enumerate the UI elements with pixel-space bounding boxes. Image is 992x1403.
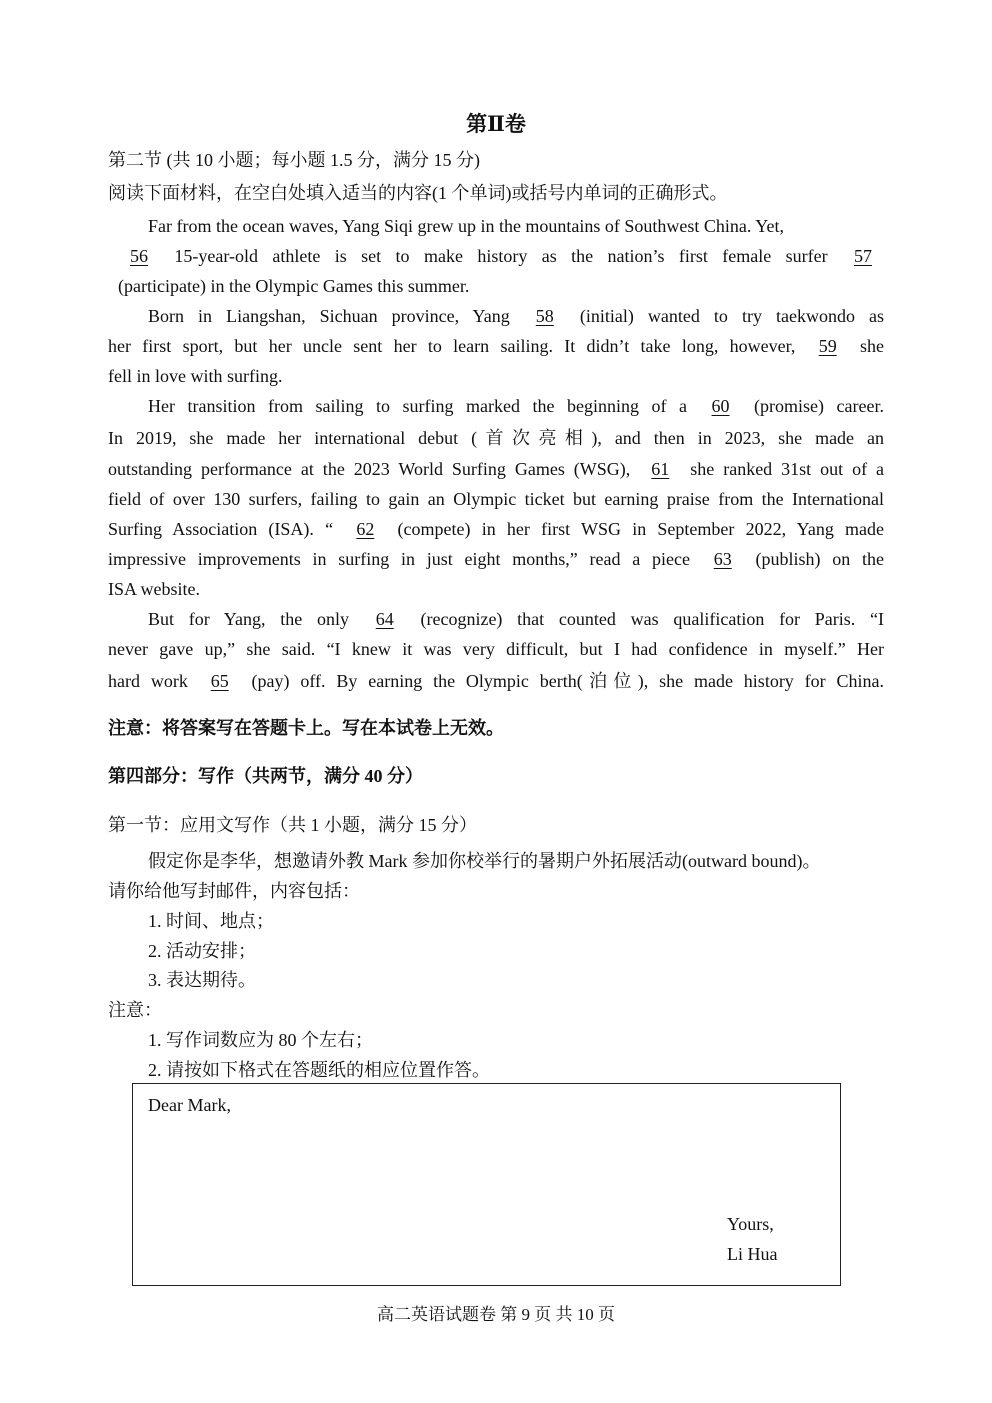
part4-sub1-header: 第一节：应用文写作（共 1 小题，满分 15 分） xyxy=(108,815,477,835)
passage-line: her first sport, but her uncle sent her to learn sailing. It didn’t take long, however, 59 she xyxy=(108,331,884,361)
content-item: 3. 表达期待。 xyxy=(148,970,256,990)
content-item: 1. 时间、地点； xyxy=(148,911,274,931)
writing-prompt-cont: 请你给他写封邮件，内容包括： xyxy=(108,881,360,901)
passage-line: field of over 130 surfers, failing to gain an Olympic ticket but earning praise from the International xyxy=(108,489,884,509)
blank-61: 61 xyxy=(651,459,670,479)
passage-line: Surfing Association (ISA). “ 62 (compete) in her first WSG in September 2022, Yang made xyxy=(108,514,884,544)
section2-header: 第二节 (共 10 小题；每小题 1.5 分，满分 15 分) xyxy=(108,150,480,170)
note-label: 注意： xyxy=(108,1000,162,1020)
passage-line: (participate) in the Olympic Games this summer. xyxy=(118,276,470,296)
passage-line: Her transition from sailing to surfing marked the beginning of a 60 (promise) career. xyxy=(148,391,884,421)
writing-prompt: 假定你是李华，想邀请外教 Mark 参加你校举行的暑期户外拓展活动(outward bound)。 xyxy=(148,851,821,871)
passage-line: outstanding performance at the 2023 World Surfing Games (WSG), 61 she ranked 31st out of a xyxy=(108,454,884,484)
letter-salutation: Dear Mark, xyxy=(148,1095,231,1115)
blank-57: 57 xyxy=(854,246,873,266)
note-item: 2. 请按如下格式在答题纸的相应位置作答。 xyxy=(148,1060,490,1080)
blank-56: 56 xyxy=(130,246,148,266)
answer-notice: 注意：将答案写在答题卡上。写在本试卷上无效。 xyxy=(108,718,504,738)
passage-line: hard work 65 (pay) off. By earning the Olympic berth(泊位), she made history for China. xyxy=(108,666,884,696)
passage-line: Far from the ocean waves, Yang Siqi grew up in the mountains of Southwest China. Yet, xyxy=(148,216,784,236)
passage-line: In 2019, she made her international debut (首次亮相), and then in 2023, she made an xyxy=(108,428,884,448)
passage-line: Born in Liangshan, Sichuan province, Yang 58 (initial) wanted to try taekwondo as xyxy=(148,301,884,331)
passage-line: never gave up,” she said. “I knew it was very difficult, but I had confidence in myself.” Her xyxy=(108,639,884,659)
blank-64: 64 xyxy=(375,609,394,629)
blank-58: 58 xyxy=(535,306,554,326)
letter-signature: Li Hua xyxy=(727,1244,778,1264)
note-item: 1. 写作词数应为 80 个左右； xyxy=(148,1030,373,1050)
passage-line: fell in love with surfing. xyxy=(108,366,283,386)
passage-line: 56 15-year-old athlete is set to make history as the nation’s first female surfer 57 xyxy=(118,241,884,271)
content-item: 2. 活动安排； xyxy=(148,941,256,961)
passage-line: But for Yang, the only 64 (recognize) that counted was qualification for Paris. “I xyxy=(148,604,884,634)
part4-header: 第四部分：写作（共两节，满分 40 分） xyxy=(108,766,423,786)
blank-60: 60 xyxy=(711,396,730,416)
section2-instruction: 阅读下面材料，在空白处填入适当的内容(1 个单词)或括号内单词的正确形式。 xyxy=(108,183,728,203)
page-footer: 高二英语试题卷 第 9 页 共 10 页 xyxy=(377,1305,615,1324)
passage-line: impressive improvements in surfing in just eight months,” read a piece 63 (publish) on the xyxy=(108,544,884,574)
blank-63: 63 xyxy=(713,549,732,569)
blank-65: 65 xyxy=(210,671,229,691)
blank-62: 62 xyxy=(356,519,375,539)
blank-59: 59 xyxy=(818,336,837,356)
section-title: 第Ⅱ卷 xyxy=(466,112,526,136)
letter-closing: Yours, xyxy=(727,1214,774,1234)
passage-line: ISA website. xyxy=(108,579,200,599)
